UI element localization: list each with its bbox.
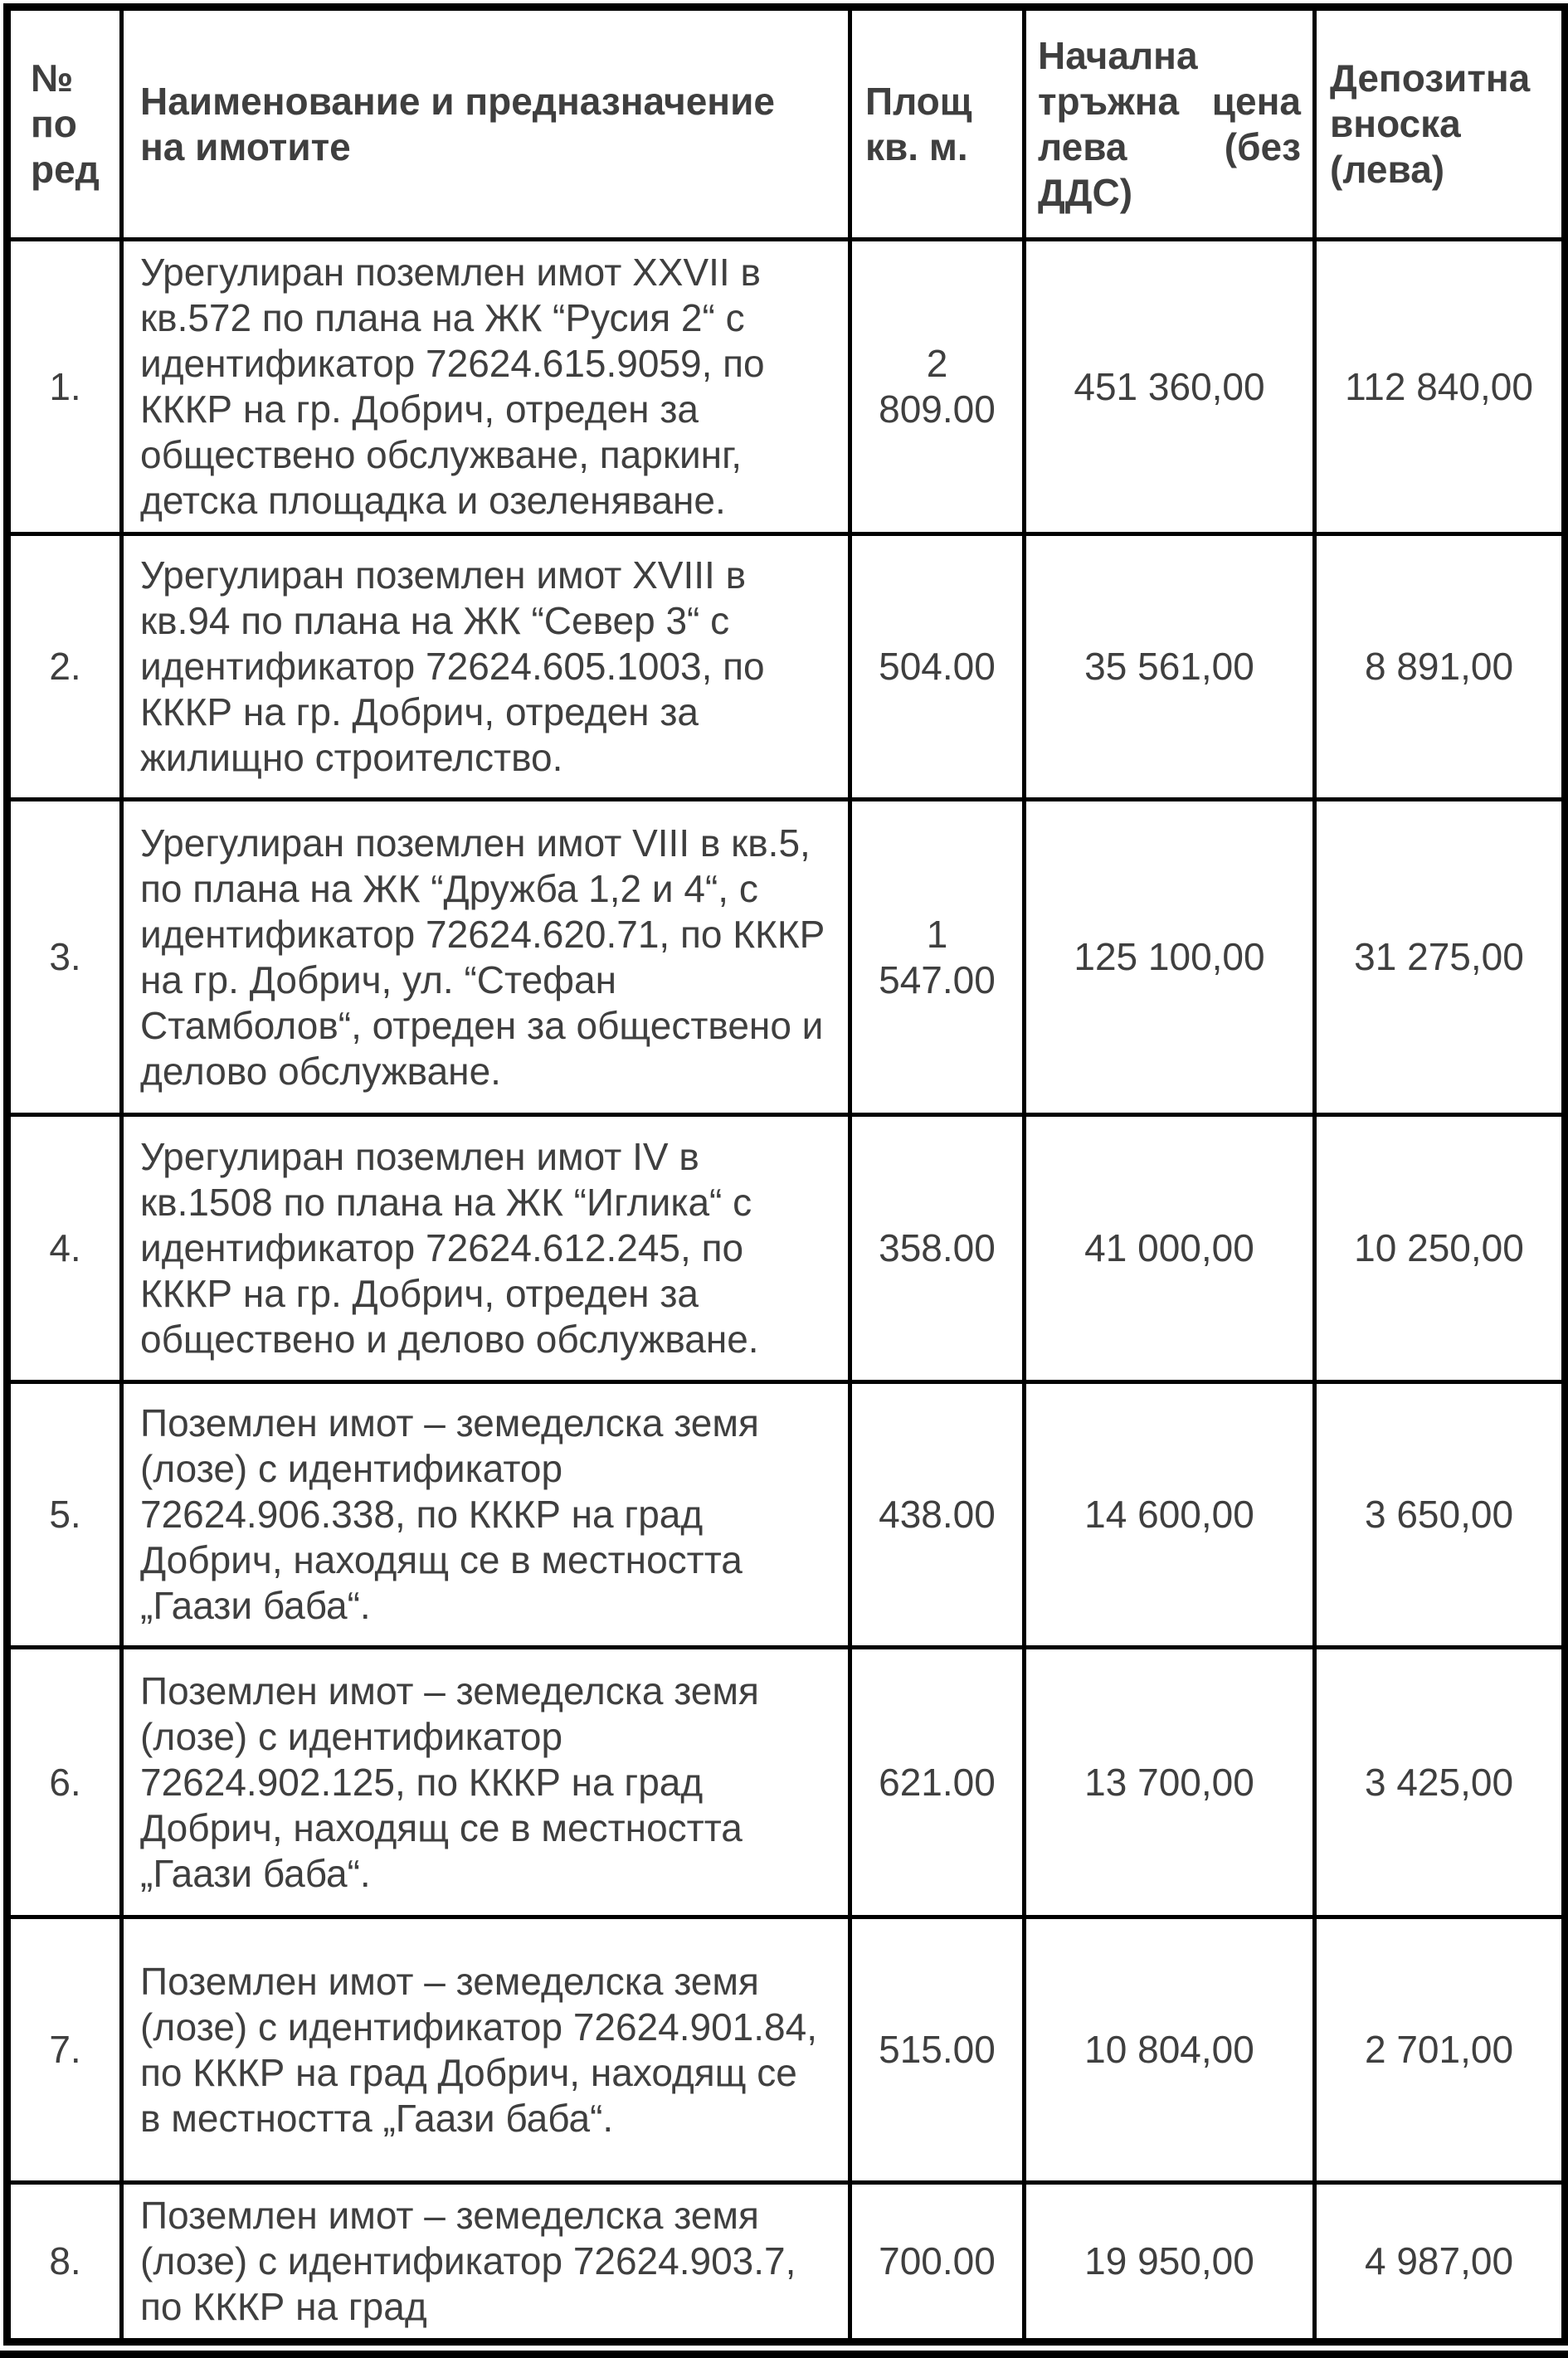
table-row (7, 1648, 1566, 1917)
price-cell: 451 360,00 (1025, 240, 1315, 534)
header-name-purpose: Наименование и предназначение на имотите (122, 7, 850, 240)
area-cell: 438.00 (850, 1382, 1025, 1648)
header-area: Площ кв. м. (850, 7, 1025, 240)
clipped-bottom-border (0, 2351, 1568, 2358)
description-cell: Урегулиран поземлен имот XVIII в кв.94 по плана на ЖК “Север 3“ с идентификатор 72624.605.1003, по КККР на гр. Добрич, отреден за жилищно строителство. (122, 534, 850, 800)
table-body (7, 240, 1566, 2342)
deposit-cell: 31 275,00 (1315, 800, 1566, 1115)
table-row (7, 1115, 1566, 1382)
header-starting-price: Начална тръжна цена лева (без ДДС) (1025, 7, 1315, 240)
price-cell: 41 000,00 (1025, 1115, 1315, 1382)
deposit-cell: 3 425,00 (1315, 1648, 1566, 1917)
price-cell: 13 700,00 (1025, 1648, 1315, 1917)
area-cell: 358.00 (850, 1115, 1025, 1382)
description-cell: Урегулиран поземлен имот IV в кв.1508 по плана на ЖК “Иглика“ с идентификатор 72624.612.245, по КККР на гр. Добрич, отреден за обществено и делово обслужване. (122, 1115, 850, 1382)
price-cell: 35 561,00 (1025, 534, 1315, 800)
table-row (7, 800, 1566, 1115)
deposit-cell: 10 250,00 (1315, 1115, 1566, 1382)
area-cell: 515.00 (850, 1917, 1025, 2183)
table-row (7, 1382, 1566, 1648)
table-header (7, 7, 1566, 240)
description-cell: Поземлен имот – земеделска земя (лозе) с идентификатор 72624.901.84, по КККР на град Добрич, находящ се в местността „Гаази баба“. (122, 1917, 850, 2183)
row-number-cell: 8. (7, 2183, 122, 2342)
table-row (7, 1917, 1566, 2183)
header-row-number: № по ред (7, 7, 122, 240)
header-deposit: Депозитна вноска (лева) (1315, 7, 1566, 240)
row-number-cell: 3. (7, 800, 122, 1115)
price-cell: 125 100,00 (1025, 800, 1315, 1115)
price-cell: 10 804,00 (1025, 1917, 1315, 2183)
row-number-cell: 5. (7, 1382, 122, 1648)
table-row (7, 240, 1566, 534)
deposit-cell: 112 840,00 (1315, 240, 1566, 534)
deposit-cell: 2 701,00 (1315, 1917, 1566, 2183)
price-cell: 19 950,00 (1025, 2183, 1315, 2342)
area-cell: 621.00 (850, 1648, 1025, 1917)
deposit-cell: 8 891,00 (1315, 534, 1566, 800)
row-number-cell: 6. (7, 1648, 122, 1917)
price-cell: 14 600,00 (1025, 1382, 1315, 1648)
area-cell: 700.00 (850, 2183, 1025, 2342)
area-cell: 2 809.00 (850, 240, 1025, 534)
table-row (7, 534, 1566, 800)
description-cell: Урегулиран поземлен имот XXVII в кв.572 по плана на ЖК “Русия 2“ с идентификатор 72624.615.9059, по КККР на гр. Добрич, отреден за обществено обслужване, паркинг, детска площадка и озеленяване. (122, 240, 850, 534)
description-cell: Поземлен имот – земеделска земя (лозе) с идентификатор 72624.906.338, по КККР на град Добрич, находящ се в местността „Гаази баба“. (122, 1382, 850, 1648)
table-row (7, 2183, 1566, 2342)
header-row (7, 7, 1566, 240)
area-cell: 504.00 (850, 534, 1025, 800)
auction-properties-table (3, 3, 1568, 2346)
row-number-cell: 4. (7, 1115, 122, 1382)
description-cell: Поземлен имот – земеделска земя (лозе) с идентификатор 72624.903.7, по КККР на град (122, 2183, 850, 2342)
deposit-cell: 3 650,00 (1315, 1382, 1566, 1648)
deposit-cell: 4 987,00 (1315, 2183, 1566, 2342)
description-cell: Урегулиран поземлен имот VIII в кв.5, по плана на ЖК “Дружба 1,2 и 4“, с идентификатор 72624.620.71, по КККР на гр. Добрич, ул. “Стефан Стамболов“, отреден за обществено и делово обслужване. (122, 800, 850, 1115)
row-number-cell: 7. (7, 1917, 122, 2183)
row-number-cell: 1. (7, 240, 122, 534)
area-cell: 1 547.00 (850, 800, 1025, 1115)
description-cell: Поземлен имот – земеделска земя (лозе) с идентификатор 72624.902.125, по КККР на град Добрич, находящ се в местността „Гаази баба“. (122, 1648, 850, 1917)
row-number-cell: 2. (7, 534, 122, 800)
